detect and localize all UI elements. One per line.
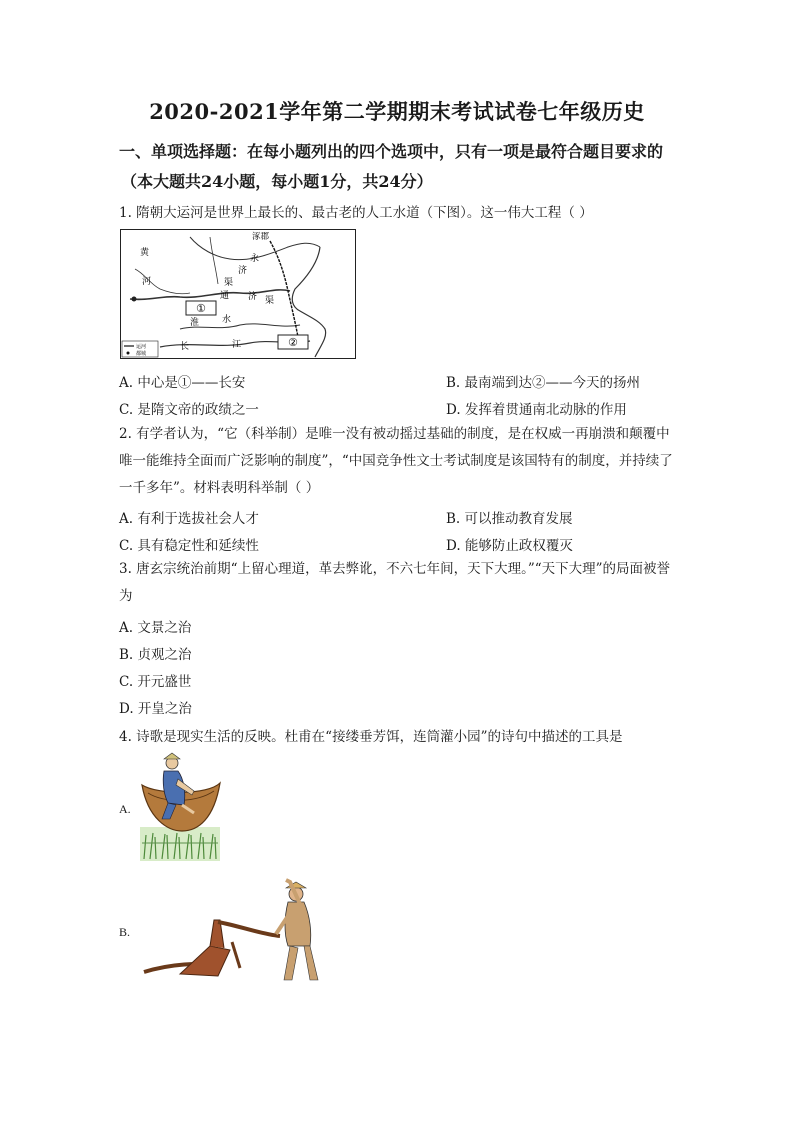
q4-option-a-image (138, 749, 222, 867)
q2-option-b: B. 可以推动教育发展 (446, 511, 573, 527)
map-legend-canal: 运河 (136, 344, 147, 350)
map-label-huai: 淮 (190, 318, 200, 328)
q1-option-c: C. 是隋文帝的政绩之一 (119, 402, 259, 418)
q2-option-a: A. 有利于选拔社会人才 (119, 511, 259, 527)
map-label-huang: 黄 (140, 248, 150, 258)
q2-option-c: C. 具有稳定性和延续性 (119, 538, 259, 554)
question-3-stem: 3. 唐玄宗统治前期“上留心理道，革去弊讹，不六七年间，天下大理。”“天下大理”的局面被誉为 (119, 561, 671, 604)
q1-option-b: B. 最南端到达②——今天的扬州 (446, 375, 641, 391)
map-label-qu: 渠 (224, 278, 234, 288)
question-2-stem: 2. 有学者认为，“它（科举制）是唯一没有被动摇过基础的制度，是在权威一再崩溃和颠覆中唯一能维持全面而广泛影响的制度”，“中国竞争性文士考试制度是该国特有的制度，并持续了一千多年”。材料表明科举制（ ） (119, 426, 673, 496)
map-box-2-label: ② (288, 336, 298, 349)
question-1-stem: 1. 隋朝大运河是世界上最长的、最古老的人工水道（下图）。这一伟大工程（ ） (119, 205, 593, 221)
q1-option-a: A. 中心是①——长安 (119, 375, 246, 391)
map-label-yong: 永 (250, 254, 260, 264)
q4-option-b-label: B. (119, 925, 131, 939)
map-label-he: 河 (142, 277, 152, 287)
section-subheading: （本大题共24小题，每小题1分，共24分） (121, 172, 433, 191)
map-label-jiang: 江 (232, 340, 242, 350)
map-legend-capital: 都城 (136, 351, 147, 357)
map-label-shui: 水 (222, 315, 232, 325)
q3-option-a: A. 文景之治 (119, 620, 192, 636)
map-label-qu2: 渠 (265, 296, 275, 306)
q4-option-b-image (140, 876, 330, 990)
section-heading: 一、单项选择题：在每小题列出的四个选项中，只有一项是最符合题目要求的 (119, 142, 664, 161)
map-label-tong: 通 (220, 291, 230, 301)
q3-option-b: B. 贞观之治 (119, 647, 192, 663)
page-title: 2020-2021学年第二学期期末考试试卷七年级历史 (149, 99, 645, 124)
question-4-stem: 4. 诗歌是现实生活的反映。杜甫在“接缕垂芳饵，连筒灌小园”的诗句中描述的工具是 (119, 729, 623, 745)
q2-option-d: D. 能够防止政权覆灭 (446, 538, 573, 554)
map-box-1-label: ① (196, 302, 206, 315)
q3-option-d: D. 开皇之治 (119, 701, 192, 717)
map-label-zhuojun: 涿郡 (252, 232, 270, 242)
q1-option-d: D. 发挥着贯通南北动脉的作用 (446, 402, 627, 418)
map-label-ji2: 济 (248, 292, 258, 302)
q3-option-c: C. 开元盛世 (119, 674, 192, 690)
q4-option-a-label: A. (119, 802, 131, 816)
map-label-chang: 长 (180, 342, 190, 352)
grand-canal-map (120, 229, 356, 363)
map-label-ji: 济 (238, 266, 248, 276)
